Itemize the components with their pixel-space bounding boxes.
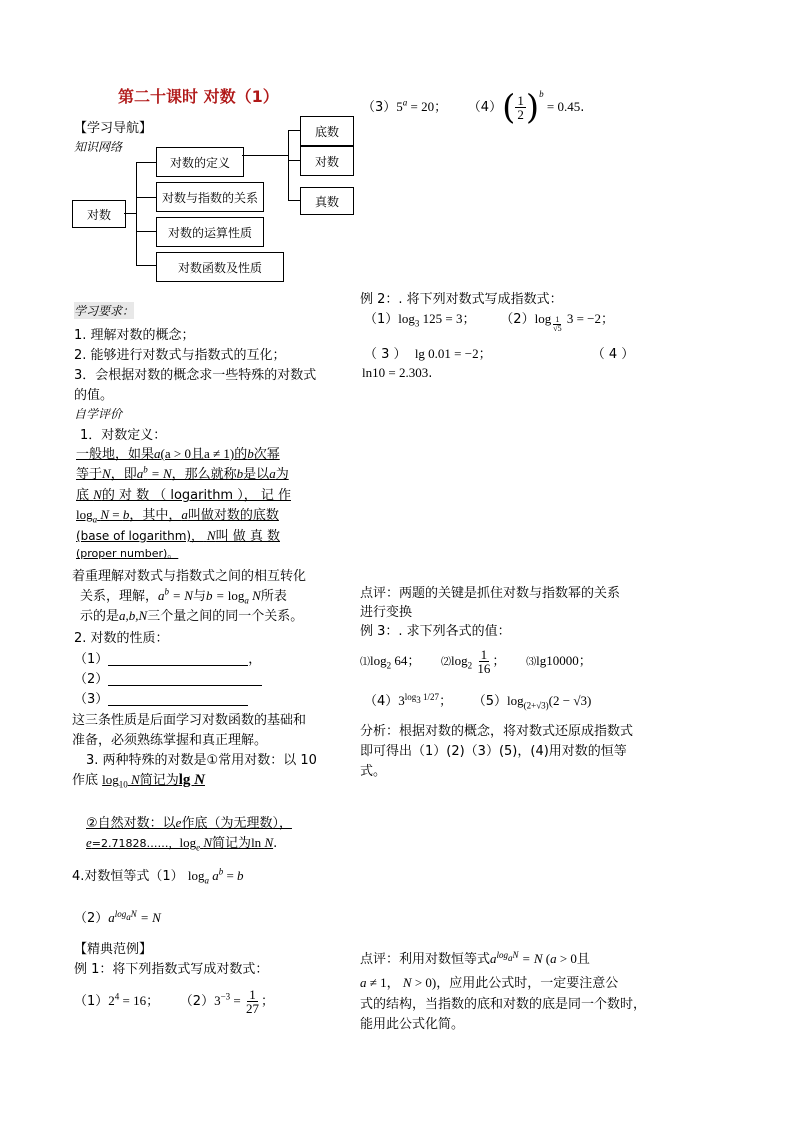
- example-3-items-1: $⑴\log_2$ 64； $⑵\log_2$ $\frac{1}{16}$ ； ⑶lg10000；: [360, 647, 592, 676]
- requirement-2: 2. 能够进行对数式与指数式的互化；: [74, 348, 286, 363]
- diagram-branch-log-function: 对数函数及性质: [156, 252, 284, 282]
- definition-line-4: $\log_a N = b$，其中，a叫做对数的底数: [76, 507, 279, 525]
- property-2: （2）: [74, 668, 262, 687]
- definition-line-5: (base of logarithm)， N叫 做 真 数: [76, 528, 280, 544]
- diagram-root: 对数: [72, 200, 126, 228]
- example-2-items-2: （ 3 ） lg 0.01 = −2； （ 4 ）: [364, 346, 635, 362]
- properties-note-1: 这三条性质是后面学习对数函数的基础和: [72, 713, 307, 728]
- special-logs-line-1: 3. 两种特殊的对数是①常用对数：以 10: [86, 753, 317, 768]
- definition-line-3: 底 N的 对 数 （ logarithm ）， 记 作: [76, 487, 291, 503]
- definition-line-2: 等于N，即$a^b = N$，那么就称b是以a为: [76, 464, 289, 482]
- diagram-branch-operations: 对数的运算性质: [156, 217, 264, 247]
- page-title: 第二十课时 对数（1）: [118, 87, 279, 106]
- final-comment-1: 点评：利用对数恒等式$a^{log_aN} = N$ (a > 0且: [360, 949, 590, 967]
- example-3-analysis-3: 式。: [360, 764, 387, 779]
- example-1-items-cont: $(3)5^a = 20$； （4）( $\frac{1}{2}$ )$^b$ = 0.45.: [362, 87, 585, 128]
- final-comment-2: a ≠ 1， N > 0)，应用此公式时，一定要注意公: [360, 975, 619, 991]
- property-3: （3）: [74, 688, 248, 707]
- example-3-heading: 例 3：. 求下列各式的值：: [360, 624, 511, 639]
- requirement-3: 3．会根据对数的概念求一些特殊的对数式: [74, 368, 317, 383]
- requirement-1: 1. 理解对数的概念；: [74, 328, 195, 343]
- definition-line-1: 一般地，如果a(a > 0且a ≠ 1)的b次幂: [76, 446, 280, 462]
- example-3-analysis-1: 分析：根据对数的概念，将对数式还原成指数式: [360, 724, 634, 739]
- properties-heading: 2. 对数的性质：: [74, 631, 169, 646]
- example-2-heading: 例 2：. 将下列对数式写成指数式：: [360, 292, 563, 307]
- example-2-comment-1: 点评：两题的关键是抓住对数与指数幂的关系: [360, 586, 621, 601]
- requirement-3-cont: 的值。: [74, 388, 114, 403]
- relation-line-3: 示的是a,b,N三个量之间的同一个关系。: [80, 608, 304, 624]
- definition-line-6: (proper number)。: [76, 547, 179, 560]
- diagram-leaf-base: 底数: [300, 116, 354, 146]
- special-logs-line-2: 作底 $\log_{10} N$简记为lg N: [72, 772, 205, 790]
- diagram-leaf-antilog: 真数: [300, 187, 354, 215]
- examples-header: 【精典范例】: [74, 942, 153, 957]
- knowledge-net-label: 知识网络: [74, 140, 123, 154]
- properties-note-2: 准备，必须熟练掌握和真正理解。: [72, 733, 268, 748]
- example-3-items-2: $(4)3^{log_3 1/27}$； $(5)\log_{(2+√3)}(2 - √3)$: [364, 691, 592, 711]
- identity-line-1: 4.对数恒等式（1） $\log_a a^b = b$: [72, 866, 244, 886]
- relation-line-2: 关系，理解，$a^b = N$与$b = \log_a N$所表: [80, 586, 287, 606]
- example-3-analysis-2: 即可得出（1）(2)（3）(5)，(4)用对数的恒等: [360, 744, 627, 759]
- special-logs-line-3: ②自然对数：以e作底（为无理数），: [86, 815, 292, 831]
- definition-heading: 1．对数定义：: [80, 428, 167, 443]
- property-1: （1） ，: [74, 652, 262, 667]
- final-comment-4: 能用此公式化简。: [360, 1017, 465, 1032]
- special-logs-line-4: e=2.71828……，$\log_e N$简记为ln N.: [86, 835, 278, 853]
- example-1-heading: 例 1：将下列指数式写成对数式：: [74, 962, 269, 977]
- self-study-label: 自学评价: [74, 407, 123, 421]
- diagram-leaf-log: 对数: [300, 146, 354, 176]
- final-comment-3: 式的结构，当指数的底和对数的底是同一个数时，: [360, 997, 647, 1012]
- diagram-branch-exp-relation: 对数与指数的关系: [156, 182, 264, 212]
- nav-header: 【学习导航】: [74, 121, 153, 136]
- diagram-branch-definition: 对数的定义: [156, 147, 244, 177]
- example-2-items-3: ln10 = 2.303.: [362, 365, 433, 381]
- relation-line-1: 着重理解对数式与指数式之间的相互转化: [72, 569, 307, 584]
- identity-line-2: $(2)a^{log_aN} = N$: [74, 908, 161, 926]
- example-2-comment-2: 进行变换: [360, 605, 413, 620]
- requirements-heading: 学习要求：: [74, 304, 135, 318]
- example-2-items-1: $(1)\log_3$ 125 = 3； （2）log $_{\frac{1}{√5}}$ 3 = −2；: [364, 311, 615, 334]
- example-1-items: $(1)2^4 = 16$； $(2)3^{-3}$ = $\frac{1}{27}$ ；: [74, 987, 275, 1016]
